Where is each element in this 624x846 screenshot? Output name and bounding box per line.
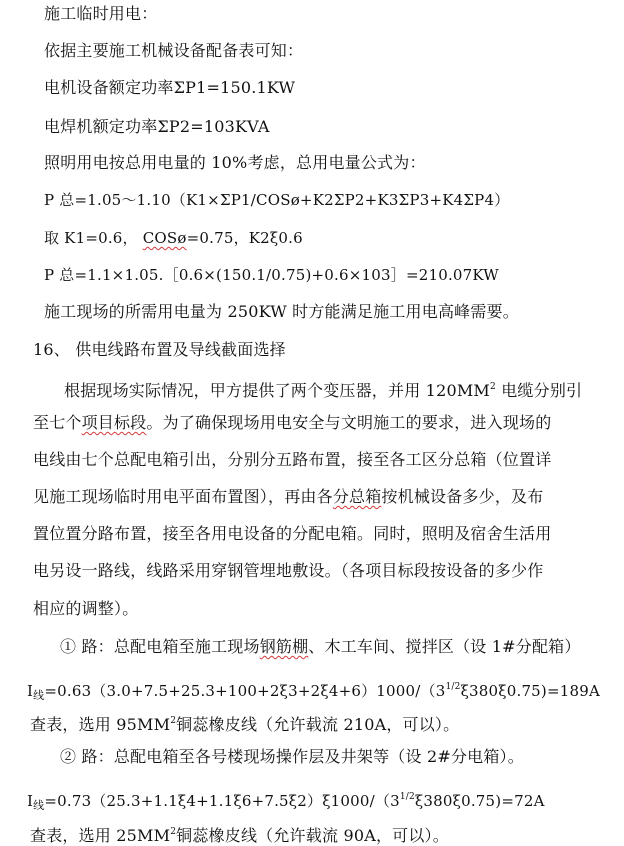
paragraph-text: 分总箱 [332,487,382,506]
selection-text: 铜蕊橡皮线（允许载流 210A，可以）。 [176,715,460,734]
motor-power-line: 电机设备额定功率ΣP1=150.1KW [44,78,296,97]
formula-text: I [27,792,34,810]
total-power-formula: P 总=1.05～1.10（K1×ΣP1/COSø+K2ΣP2+K3ΣP3+K4ΣP4） [44,191,510,209]
selection-text: 查表，选用 95MM [30,715,171,734]
paragraph-text: 电缆分别引 [495,381,583,400]
peak-demand-line: 施工现场的所需用电量为 250KW 时方能满足施工用电高峰需要。 [44,302,519,321]
paragraph-text: 至七个 [33,413,82,432]
section-16-heading: 16、 供电线路布置及导线截面选择 [33,340,286,359]
paragraph-text: 根据现场实际情况，甲方提供了两个变压器，并用 120MM [64,381,490,400]
formula-text: =0.73（25.3+1.1ξ4+1.1ξ6+7.5ξ2）ξ1000/（3 [44,792,400,810]
route-2-line: ② 路：总配电箱至各号楼现场操作层及井架等（设 2#分电箱）。 [60,747,524,766]
subscript: 线 [33,799,45,812]
selection-text: 铜蕊橡皮线（允许载流 90A，可以）。 [176,826,449,845]
formula-text: =0.63（3.0+7.5+25.3+100+2ξ3+2ξ4+6）1000/（3 [44,682,446,700]
total-power-result: P 总=1.1×1.05.［0.6×(150.1/0.75)+0.6×103］=210.07KW [44,266,499,284]
route-1-cable-selection [30,711,459,735]
paragraph-line-1 [64,377,582,401]
superscript: 2 [490,382,496,392]
paragraph-text: 见施工现场临时用电平面布置图），再由各 [33,487,333,506]
formula-text: I [27,682,34,700]
paragraph-text: 项目标段 [81,413,147,432]
coefficient-line [44,228,303,248]
paragraph-line-4 [33,487,543,507]
route-1-line [60,637,581,657]
superscript: 2 [170,827,177,837]
paragraph-text: 。为了确保现场用电安全与文明施工的要求，进入现场的 [146,413,552,432]
superscript: 1/2 [445,682,461,692]
paragraph-line-2 [33,413,551,433]
formula-text: ξ380ξ0.75)=72A [414,792,545,810]
subscript: 线 [33,689,45,702]
route-text: 、木工车间、搅拌区（设 1#分配箱） [308,637,581,656]
welder-power-line: 电焊机额定功率ΣP2=103KVA [44,117,270,136]
lighting-note-line: 照明用电按总用电量的 10%考虑，总用电量公式为： [44,153,426,172]
formula-text: ξ380ξ0.75)=189A [460,682,601,700]
paragraph-line-7: 相应的调整）。 [33,599,139,618]
selection-text: 查表，选用 25MM [30,826,171,845]
route-text: 钢筋棚 [259,637,309,656]
cos-phi-term: COSø [142,229,187,247]
paragraph-line-5: 置位置分路布置，接至各用电设备的分配电箱。同时，照明及宿舍生活用 [33,524,552,543]
superscript: 2 [170,716,177,726]
superscript: 1/2 [399,792,415,802]
route-text: ① 路：总配电箱至施工现场 [60,637,260,656]
intro-line: 依据主要施工机械设备配备表可知： [44,41,304,60]
paragraph-line-3: 电线由七个总配电箱引出，分别分五路布置，接至各工区分总箱（位置详 [33,450,552,469]
route-2-current-formula [27,787,545,816]
coefficient-k1: 取 K1=0.6， [44,229,138,247]
paragraph-text: 按机械设备多少，及布 [381,487,544,506]
coefficient-rest: =0.75，K2ξ0.6 [186,229,303,247]
route-1-current-formula [27,677,600,706]
heading-temporary-power: 施工临时用电： [44,4,158,23]
route-2-cable-selection [30,822,449,846]
paragraph-line-6: 电另设一路线，线路采用穿钢管埋地敷设。（各项目标段按设备的多少作 [33,561,544,580]
